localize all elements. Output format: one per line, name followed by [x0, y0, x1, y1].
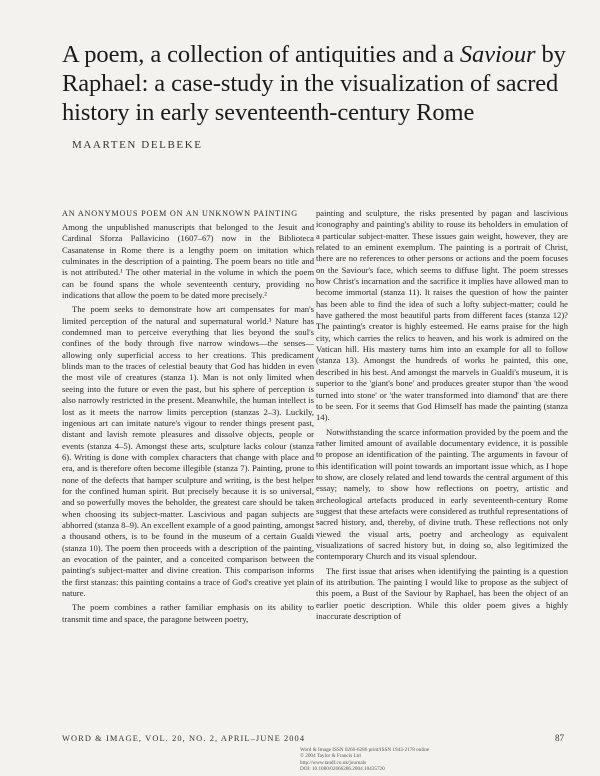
body-paragraph: The poem seeks to demonstrate how art compensates for man's limited perception of the natural and supernatural world.³ Nature has condemned man to perceive everything that lies beyond the soul's confines of the body through five narrow windows—the senses—allowing only superficial access to her creations. This predicament blinds man to the traces of celestial beauty that God has hidden in even the most vile of creatures (stanza 1). Man is not only limited when seeing into the future or even the past, but his sphere of perception is also narrowly restricted in the present. Meanwhile, the human intellect is lost as it meets the narrow limits perception (stanzas 2–3). Luckily, ingenious art can imitate nature's vigour to render things present past, distant and lavish remote pleasures and dissolve objects, people or events (stanza 4–5). Amongst these arts, sculpture lacks colour (stanza 6). Writing is done with complex characters that change with place and era, and is therefore often become illegible (stanza 7). Painting, prone to none of the defects that hamper sculpture and writing, is the best helper for the confined human spirit. But precisely because it is so universal, and so powerfully moves the beholder, the greatest care should be taken when choosing its subject-matter. Lascivious and pagan subjects are abhorred (stanza 8–9). An excellent example of a good painting, amongst a thousand others, is to be found in the museum of a certain Gualdi (stanza 10). The poem then proceeds with a description of the painting, an evocation of the painter, and a conceited comparison between the painting's subject-matter and divine creation. This comparison informs the first stanzas: this painting contains a trace of God's creative yet plain nature.: [62, 304, 315, 598]
body-paragraph: Notwithstanding the scarce information provided by the poem and the rather limited amount of available documentary evidence, it is possible to propose an identification of the painting. The arguments in favour of this identification will point towards an important issue which, as I hope to show, are closely related and lend towards the central argument of this essay; namely, to show how reflections on poetry, artistic and archeological artefacts produced in early seventeenth-century Rome suggest that these artefacts were considered as truthful representations of sacred history, and, thereby, of divine truth. These reflections not only viewed the visual arts, poetry and archeology as equivalent visualizations of sacred history but, in doing so, also legitimized the contemporary Church and its visual splendour.: [316, 426, 568, 562]
body-paragraph: painting and sculpture, the risks presented by pagan and lascivious iconography and painting's ability to rouse its beholders in emulation of a particular subject-matter. These issues gain weight, however, they are related to an eminent exemplum. The painting is a portrait of Christ, there are no references to other persons or actions and the poem focuses on the Saviour's face, which seems to diffuse light. The poem stresses how Christ's incarnation and the sacrifice it implies have allowed man to become immortal (stanza 11). It raises the question of how the painter has been able to find the idea of such a lofty subject-matter; could he have gathered the most beautiful parts from different faces (stanza 12)? The painting's creator is highly esteemed. He earns praise for the high city, which carries the relics to heaven, and his work is admired on the Vatican hill. His mastery turns him into an example for all to follow (stanza 13). Amongst the hundreds of works he painted, this one, described in his best. And amongst the marvels in Gualdi's museum, it is superior to the 'giant's bone' and produces greater stupor than 'the wood turned into stone' or 'the water transformed into diamond' that are there to be seen. For it seems that God Himself has made the painting (stanza 14).: [316, 208, 568, 423]
body-paragraph: The poem combines a rather familiar emphasis on its ability to transmit time and space, the paragone between poetry,: [62, 602, 314, 624]
body-paragraph: The first issue that arises when identifying the painting is a question of its attribution. The painting I would like to propose as the subject of this poem, a Bust of the Saviour by Raphael, has been the object of an earlier poetic description. While this older poem gives a highly inaccurate description of: [316, 565, 568, 622]
title-part-2: by Raphael: a case-study in the visualization of sacred history in early seventeenth-century Rome: [62, 41, 566, 126]
imprint-line: © 2004 Taylor & Francis Ltd: [300, 753, 361, 760]
page-number: 87: [555, 733, 564, 743]
imprint-line: http://www.tandf.co.uk/journals: [300, 759, 367, 766]
body-paragraph: Among the unpublished manuscripts that belonged to the Jesuit and Cardinal Sforza Pallavicino (1607–67) now in the Biblioteca Casanatense in Rome there is a lengthy poem on imitation which culminates in the description of a painting. The poem bears no title and is not attributed.¹ The other material in the volume in which the poem can be found spans the whole seventeenth century, providing no indications that allow the poem to be dated more precisely.²: [62, 222, 314, 301]
journal-footer: WORD & IMAGE, VOL. 20, NO. 2, APRIL–JUNE 2004: [62, 734, 306, 743]
left-column: [62, 208, 314, 628]
publisher-imprint: [300, 747, 550, 773]
title-italic-word: Saviour: [459, 41, 536, 68]
section-heading: AN ANONYMOUS POEM ON AN UNKNOWN PAINTING: [62, 209, 298, 218]
author-name: MAARTEN DELBEKE: [72, 139, 203, 151]
article-title: [62, 40, 572, 127]
imprint-line: DOI: 10.1080/02666286.2004.10435720: [300, 766, 385, 773]
title-part-1: A poem, a collection of antiquities and a: [62, 41, 460, 68]
right-column: [316, 208, 568, 625]
imprint-line: Word & Image ISSN 0266-6286 print/ISSN 1943-2178 online: [300, 747, 430, 753]
